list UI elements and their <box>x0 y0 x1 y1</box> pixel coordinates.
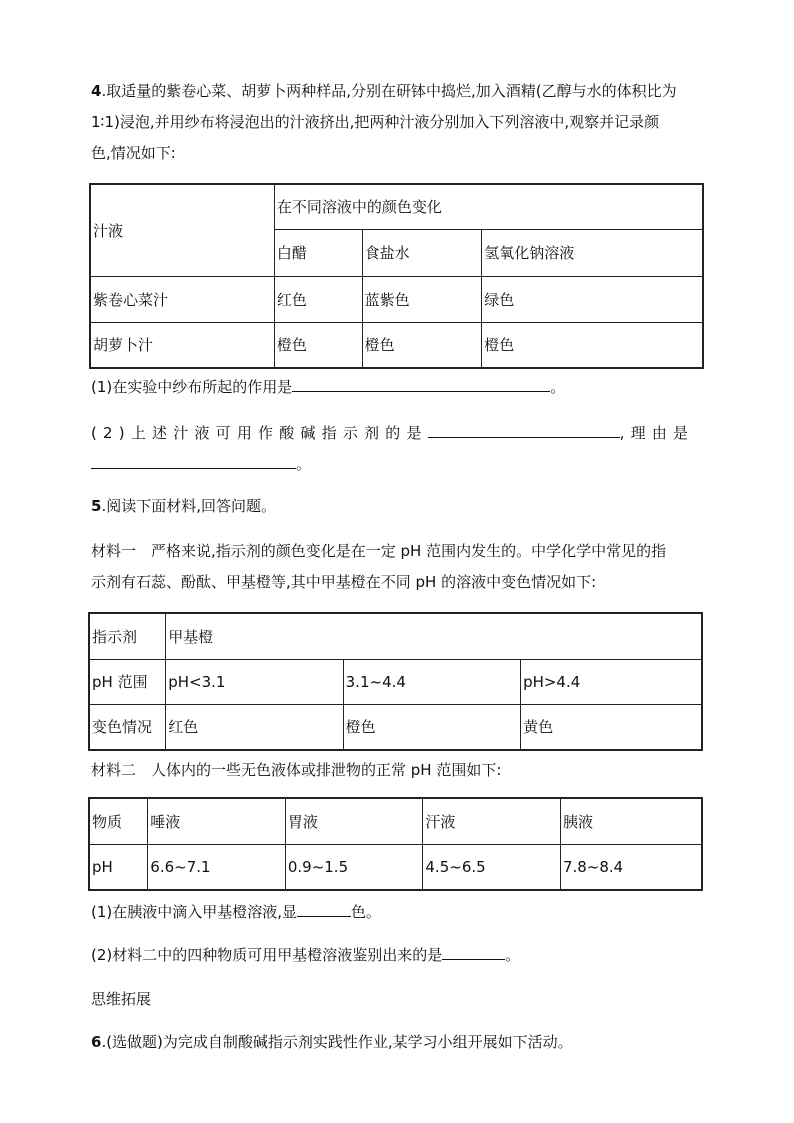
row-label: 变色情况 <box>89 704 166 750</box>
table-cell: 7.8~8.4 <box>560 844 702 890</box>
row-label: pH 范围 <box>89 659 166 704</box>
q5-material1-line2: 示剂有石蕊、酚酞、甲基橙等,其中甲基橙在不同 pH 的溶液中变色情况如下: <box>91 573 597 591</box>
q4-sub2-text: (2)上述汁液可用作酸碱指示剂的是 <box>91 424 428 442</box>
column-header: 白醋 <box>274 229 362 276</box>
table-cell: 橙色 <box>482 322 703 368</box>
q5-title-text: .阅读下面材料,回答问题。 <box>101 497 276 515</box>
q4-sub2-end: 。 <box>296 455 312 473</box>
answer-blank[interactable] <box>292 373 550 392</box>
column-header: 氢氧化钠溶液 <box>482 229 703 276</box>
q4-line2: 1∶1)浸泡,并用纱布将浸泡出的汁液挤出,把两种汁液分别加入下列溶液中,观察并记录颜 <box>91 113 660 131</box>
table-row <box>89 704 702 750</box>
answer-blank[interactable] <box>442 941 505 960</box>
table-cell: 橙色 <box>362 322 482 368</box>
table-cell: 红色 <box>274 276 362 322</box>
row-label: pH <box>89 844 148 890</box>
q5-material2-line: 材料二 人体内的一些无色液体或排泄物的正常 pH 范围如下: <box>91 761 502 779</box>
q4-sub2 <box>91 418 703 448</box>
answer-blank[interactable] <box>91 450 296 469</box>
q4-line1 <box>91 76 703 106</box>
q6-line <box>91 1027 703 1057</box>
q4-sub2-cont <box>91 449 703 479</box>
table-row <box>90 322 703 368</box>
column-header: 食盐水 <box>362 229 482 276</box>
table-cell: 3.1~4.4 <box>343 659 520 704</box>
table-header-row <box>89 798 702 844</box>
q6-text: .(选做题)为完成自制酸碱指示剂实践性作业,某学习小组开展如下活动。 <box>101 1033 573 1051</box>
answer-blank[interactable] <box>297 898 351 917</box>
table-cell: 蓝紫色 <box>362 276 482 322</box>
q5-sub2-end: 。 <box>505 946 521 964</box>
table-cell: 红色 <box>166 704 343 750</box>
column-header: 汗液 <box>423 798 561 844</box>
q4-sub1 <box>91 372 703 402</box>
q4-sub2-reason: ,理由是 <box>619 424 695 442</box>
q5-sub1-text: (1)在胰液中滴入甲基橙溶液,显 <box>91 903 298 921</box>
column-header: 胃液 <box>285 798 423 844</box>
table-cell: 橙色 <box>343 704 520 750</box>
column-header: 胰液 <box>560 798 702 844</box>
table-cell: 0.9~1.5 <box>285 844 423 890</box>
q4-line3: 色,情况如下: <box>91 144 176 162</box>
table-row <box>89 613 702 659</box>
row-label: 紫卷心菜汁 <box>90 276 274 322</box>
row-label: 指示剂 <box>89 613 166 659</box>
q5-sub1 <box>91 897 703 927</box>
column-header: 唾液 <box>148 798 286 844</box>
body-fluid-ph-table <box>88 797 703 891</box>
q5-sub2-text: (2)材料二中的四种物质可用甲基橙溶液鉴别出来的是 <box>91 946 443 964</box>
table-cell: 6.6~7.1 <box>148 844 286 890</box>
table-cell: 4.5~6.5 <box>423 844 561 890</box>
table-cell: 绿色 <box>482 276 703 322</box>
table-corner-cell: 汁液 <box>90 184 274 276</box>
row-label: 胡萝卜汁 <box>90 322 274 368</box>
q6-number: 6 <box>91 1033 102 1051</box>
table-row <box>89 659 702 704</box>
q4-text-line1: .取适量的紫卷心菜、胡萝卜两种样品,分别在研钵中捣烂,加入酒精(乙醇与水的体积比为 <box>101 82 677 100</box>
q4-sub1-text: (1)在实验中纱布所起的作用是 <box>91 378 293 396</box>
q5-title <box>91 491 703 521</box>
table-cell: pH<3.1 <box>166 659 343 704</box>
table-cell: 黄色 <box>521 704 702 750</box>
table-cell: 橙色 <box>274 322 362 368</box>
section-heading: 思维拓展 <box>91 990 152 1008</box>
table-group-header: 在不同溶液中的颜色变化 <box>274 184 703 229</box>
q5-material1-line1: 材料一 严格来说,指示剂的颜色变化是在一定 pH 范围内发生的。中学化学中常见的指 <box>91 542 667 560</box>
table-cell: pH>4.4 <box>521 659 702 704</box>
methyl-orange-table <box>88 612 703 751</box>
q5-number: 5 <box>91 497 102 515</box>
q4-number: 4 <box>91 82 102 100</box>
answer-blank[interactable] <box>428 419 620 438</box>
column-header: 物质 <box>89 798 148 844</box>
table-row <box>90 276 703 322</box>
q4-sub1-end: 。 <box>550 378 566 396</box>
table-row <box>89 844 702 890</box>
q5-sub1-end: 色。 <box>351 903 382 921</box>
table-cell: 甲基橙 <box>166 613 702 659</box>
q4-color-table <box>89 183 704 369</box>
q5-sub2 <box>91 940 703 970</box>
